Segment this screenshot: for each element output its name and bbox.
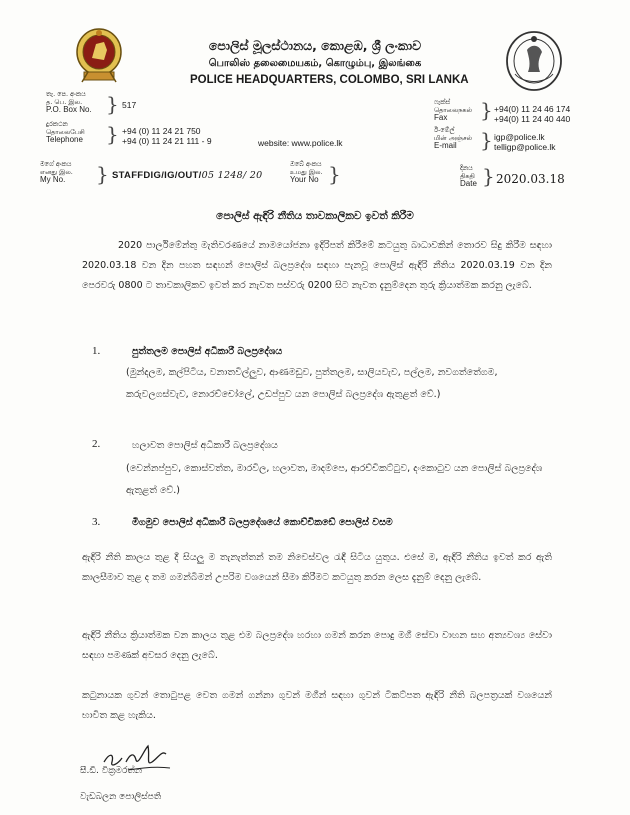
my-no-brace: }: [96, 162, 109, 186]
date-brace: }: [482, 164, 495, 188]
signatory-name: සී.ඩී. වික්‍රමරත්න: [80, 766, 143, 776]
date-label: දිනය திகதி Date: [460, 164, 477, 188]
paragraph-transport: ඇඳිරි නීතිය ක්‍රියාත්මක වන කාලය තුළ එම බලප්‍රදේශ හරහා ගමන් කරන පොදු මගී සේවා වාහන සහ අත්‍යවශ්‍ය සේවා සඳහා පමණක් අවසර දෙනු ලැබේ.: [82, 630, 552, 661]
item-2-number: 2.: [92, 438, 101, 450]
org-name-tamil: பொலிஸ் தலைமையகம், கொழும்பு, இலங்கை: [208, 58, 422, 69]
item-3-heading: මීගමුව පොලිස් අධිකාරී බලප්‍රදේශයේ කොච්චිකඩේ පොලිස් වසම: [132, 517, 393, 528]
telephone-value: +94 (0) 11 24 21 750 +94 (0) 11 24 21 111 - 9: [122, 126, 212, 146]
fax-brace: }: [480, 98, 493, 122]
item-2-detail: (වෙන්නප්පුව, කොස්වත්ත, මාරවිල, හලාවත, මාදම්පෙ, ආරච්චිකට්ටුව, දංකොටුව යන පොලිස් බලප්‍රදේශ ඇතුළත් වේ.): [126, 463, 543, 496]
sri-lanka-emblem-icon: [74, 26, 124, 84]
your-no-brace: }: [328, 162, 341, 186]
telephone-label: දුරකථන தொலைபேசி Telephone: [46, 120, 85, 144]
item-1-heading: පුත්තලම පොලිස් අධිකාරී බලප්‍රදේශය: [132, 346, 283, 357]
email-brace: }: [480, 128, 493, 152]
document-title: පොලිස් ඇඳිරි නීතිය තාවකාලිකව ඉවත් කිරීම: [216, 210, 414, 222]
your-no-label: ඔබේ අංකය உமது இல. Your No: [290, 160, 323, 184]
my-no-label: මගේ අංකය எனது இல. My No.: [40, 160, 73, 184]
website-text: website: www.police.lk: [258, 138, 343, 148]
email-label: ඊ-මේල් மின் அஞ்சல் E-mail: [434, 126, 472, 150]
org-name-sinhala: පොලිස් මූලස්ථානය, කොළඹ, ශ්‍රී ලංකාව: [208, 38, 422, 53]
my-no-value: STAFFDIG/IG/OUT/05 1248/ 20: [112, 170, 263, 181]
telephone-brace: }: [106, 122, 119, 146]
item-2-heading: හලාවත පොලිස් අධිකාරී බලප්‍රදේශය: [132, 440, 278, 451]
org-name-english: POLICE HEADQUARTERS, COLOMBO, SRI LANKA: [190, 74, 469, 86]
item-3-number: 3.: [92, 516, 101, 528]
signatory-title: වැඩබලන පොලිස්පති: [80, 792, 162, 802]
pobox-label: තැ. පෙ. අංකය த. பெ. இல. P.O. Box No.: [46, 90, 92, 114]
item-1-detail: (මුන්දලම, කල්පිටිය, වනාතවිල්ලුව, ආණමඩුව, පුත්තලම, සාලියවැව, පල්ලම, නවගත්තේගම, කරුවලගස්වැව, නොරච්චෝලේ, උඩප්පුව යන පොලිස් බලප්‍රදේශ ඇතුළත් වේ.): [126, 367, 498, 400]
intro-paragraph: 2020 පාර්ලිමේන්තු මැතිවරණයේ නාමයෝජනා ඉදිරිපත් කිරීමේ කටයුතු බාධාවකින් තොරව සිදු කිරීම සඳහා 2020.03.18 වන දින පහත සඳහන් පොලිස් බලප්‍රදේශ සඳහා පැනවූ පොලිස් ඇඳිරි නීතිය 2020.03.19 වන දින පෙරවරු 0800 ට තාවකාලිකව ඉවත් කර නැවත පස්වරු 0200 සිට නැවත දැනුම්දෙන තුරු ක්‍රියාත්මක කරනු ලැබේ.: [82, 240, 552, 291]
pobox-brace: }: [106, 92, 119, 116]
pobox-value: 517: [122, 100, 137, 110]
fax-value: +94(0) 11 24 46 174 +94(0) 11 24 40 440: [494, 104, 571, 124]
paragraph-stay-home: ඇඳිරි නීති කාලය තුළ දී සියලු ම තැනැත්තන් තම නිවෙස්වල රැඳී සිටිය යුතුය. එසේ ම, ඇඳිරි නීතිය ඉවත් කර ඇති කාලසීමාව තුළ ද තම ගමන්බිමන් උපරිම වශයෙන් සීමා කිරීමට කටයුතු කරන ලෙස දැනුම් දෙනු ලැබේ.: [82, 552, 552, 583]
item-1-number: 1.: [92, 345, 101, 357]
fax-label: ෆැක්ස් தொலைநகல் Fax: [434, 98, 472, 122]
date-value: 2020.03.18: [496, 172, 565, 186]
email-value: igp@police.lk telligp@police.lk: [494, 132, 556, 152]
paragraph-airport: කටුනායක ගුවන් තොටුපළ වෙත ගමන් ගන්නා ගුවන් මගීන් සඳහා ගුවන් ටිකට්පත ඇඳිරි නීති බලපත්‍රයක් වශයෙන් භාවිත කළ හැකිය.: [82, 690, 552, 721]
